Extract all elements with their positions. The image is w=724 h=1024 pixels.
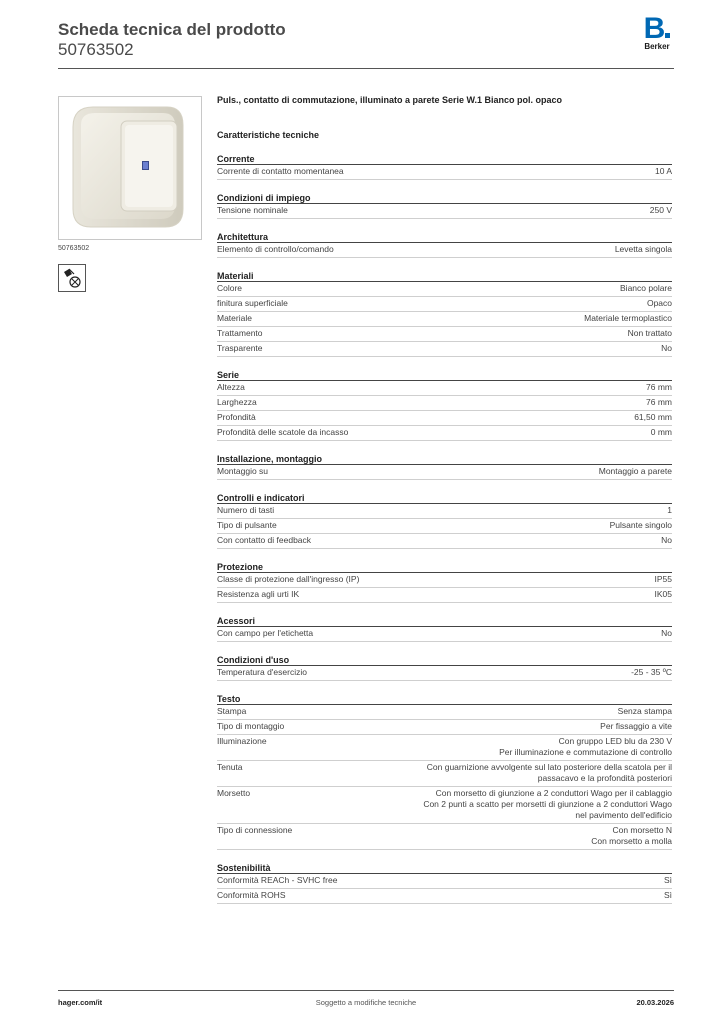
spec-value [254, 283, 672, 294]
spec-value [319, 667, 672, 678]
spec-section [217, 454, 672, 480]
spec-section [217, 370, 672, 441]
spec-value-line: passacavo e la profondità posteriori [537, 773, 672, 783]
section-title: Acessori [217, 616, 672, 627]
spec-value-line: Opaco [646, 298, 672, 308]
spec-row [217, 889, 672, 904]
section-title: Controlli e indicatori [217, 493, 672, 504]
spec-row [217, 787, 672, 824]
spec-label: Trasparente [217, 343, 263, 353]
spec-section [217, 616, 672, 642]
spec-value-line: Pulsante singolo [609, 520, 672, 530]
spec-value [349, 875, 672, 886]
document-header [58, 20, 286, 60]
spec-row [217, 874, 672, 889]
spec-section [217, 154, 672, 180]
spec-label: finitura superficiale [217, 298, 288, 308]
spec-label: Numero di tasti [217, 505, 275, 515]
section-title: Protezione [217, 562, 672, 573]
spec-value-line: Con morsetto a molla [591, 836, 672, 846]
spec-value-line: 250 V [649, 205, 672, 215]
spec-value-line: Con 2 punti a scatto per morsetti di giunzione a 2 conduttori Wago [423, 799, 672, 809]
spec-row [217, 297, 672, 312]
spec-value [298, 890, 673, 901]
spec-value [286, 505, 672, 516]
footer-divider [58, 990, 674, 991]
technical-features-heading: Caratteristiche tecniche [217, 130, 320, 140]
berker-logo [639, 12, 675, 51]
spec-row [217, 573, 672, 588]
spec-value-line: Con morsetto N [612, 825, 672, 835]
spec-label: Profondità delle scatole da incasso [217, 427, 349, 437]
spec-value [279, 736, 672, 758]
spec-label: Con contatto di feedback [217, 535, 312, 545]
spec-row [217, 720, 672, 735]
spec-value-line: 61,50 mm [634, 412, 672, 422]
spec-value-line: Levetta singola [614, 244, 672, 254]
spec-value-line: No [661, 343, 672, 353]
logo-mark: B [639, 16, 675, 42]
spec-row [217, 666, 672, 681]
page-footer [58, 998, 674, 1010]
spec-row [217, 411, 672, 426]
spec-row [217, 824, 672, 850]
spec-value-line: IP55 [654, 574, 672, 584]
spec-label: Elemento di controllo/comando [217, 244, 334, 254]
spec-row [217, 705, 672, 720]
spec-section [217, 193, 672, 219]
spec-value [269, 397, 672, 408]
spec-value-line: Non trattato [627, 328, 672, 338]
spec-value-line: Con morsetto di giunzione a 2 conduttori Wago per il cablaggio [435, 788, 672, 798]
spec-label: Tenuta [217, 762, 243, 772]
footer-date: 20.03.2026 [636, 998, 674, 1007]
spec-label: Altezza [217, 382, 245, 392]
spec-value-line: No [661, 628, 672, 638]
spec-label: Colore [217, 283, 243, 293]
spec-value [300, 205, 672, 216]
spec-row [217, 735, 672, 761]
spec-label: Classe di protezione dall'ingresso (IP) [217, 574, 360, 584]
spec-row [217, 204, 672, 219]
switch-illustration [59, 97, 201, 239]
spec-row [217, 381, 672, 396]
installation-symbol-icon [58, 264, 86, 292]
spec-value-line: Per fissaggio a vite [600, 721, 672, 731]
spec-value-line: 0 mm [650, 427, 672, 437]
spec-value [255, 762, 672, 784]
section-title: Testo [217, 694, 672, 705]
spec-value-line: Materiale termoplastico [584, 313, 672, 323]
spec-row [217, 396, 672, 411]
section-title: Installazione, montaggio [217, 454, 672, 465]
spec-row [217, 761, 672, 787]
spec-row [217, 465, 672, 480]
section-title: Sostenibilità [217, 863, 672, 874]
spec-value [262, 788, 672, 821]
spec-label: Temperatura d'esercizio [217, 667, 307, 677]
spec-label: Tipo di pulsante [217, 520, 277, 530]
spec-value [258, 706, 672, 717]
spec-value-line: 10 A [654, 166, 672, 176]
product-description: Puls., contatto di commutazione, illuminato a parete Serie W.1 Bianco pol. opaco [217, 95, 563, 105]
spec-label: Morsetto [217, 788, 251, 798]
spec-value [323, 535, 672, 546]
spec-label: Conformità REACh - SVHC free [217, 875, 338, 885]
spec-row [217, 534, 672, 549]
spec-value-line: IK05 [654, 589, 672, 599]
spec-value-line: Senza stampa [617, 706, 672, 716]
section-title: Materiali [217, 271, 672, 282]
spec-value-line: Montaggio a parete [598, 466, 672, 476]
spec-value [311, 589, 672, 600]
document-title: Scheda tecnica del prodotto [58, 20, 286, 39]
specification-sections [217, 154, 672, 904]
spec-value [304, 825, 672, 847]
spec-label: Con campo per l'etichetta [217, 628, 314, 638]
spec-value [300, 298, 672, 309]
specification-content [217, 94, 672, 904]
spec-section [217, 863, 672, 904]
image-caption: 50763502 [58, 245, 90, 252]
spec-label: Tipo di connessione [217, 825, 293, 835]
spec-value [296, 721, 672, 732]
spec-row [217, 282, 672, 297]
spec-label: Stampa [217, 706, 247, 716]
spec-value [325, 628, 672, 639]
spec-label: Profondità [217, 412, 256, 422]
spec-value [360, 427, 672, 438]
spec-value [371, 574, 672, 585]
spec-value-line: 76 mm [646, 397, 672, 407]
section-title: Corrente [217, 154, 672, 165]
spec-section [217, 271, 672, 357]
spec-section [217, 493, 672, 549]
product-image [58, 96, 202, 240]
section-title: Condizioni d'uso [217, 655, 672, 666]
logo-text: Berker [644, 42, 670, 51]
spec-section [217, 655, 672, 681]
spec-row [217, 312, 672, 327]
spec-value [257, 382, 672, 393]
spec-value-line: Sì [663, 875, 672, 885]
spec-label: Resistenza agli urti IK [217, 589, 300, 599]
spec-label: Larghezza [217, 397, 257, 407]
section-title: Condizioni di impiego [217, 193, 672, 204]
spec-label: Illuminazione [217, 736, 267, 746]
section-title: Architettura [217, 232, 672, 243]
footer-website: hager.com/it [58, 998, 103, 1007]
spec-value [275, 343, 672, 354]
section-title: Serie [217, 370, 672, 381]
spec-value-line: Sì [663, 890, 672, 900]
spec-value [280, 466, 672, 477]
spec-value-line: Bianco polare [620, 283, 672, 293]
spec-value [356, 166, 672, 177]
spec-row [217, 627, 672, 642]
spec-row [217, 519, 672, 534]
spec-row [217, 504, 672, 519]
spec-label: Montaggio su [217, 466, 269, 476]
spec-label: Tipo di montaggio [217, 721, 285, 731]
spec-row [217, 426, 672, 441]
spec-label: Corrente di contatto momentanea [217, 166, 344, 176]
spec-value [289, 520, 672, 531]
spec-section [217, 694, 672, 850]
spec-value-line: nel pavimento dell'edificio [575, 810, 672, 820]
spec-value-line: Con guarnizione avvolgente sul lato posteriore della scatola per il [426, 762, 672, 772]
spec-value [275, 328, 672, 339]
header-divider [58, 68, 674, 69]
spec-value-line: -25 - 35 ºC [631, 667, 672, 677]
spec-value-line: 1 [667, 505, 672, 515]
spec-row [217, 243, 672, 258]
spec-value-line: 76 mm [646, 382, 672, 392]
spec-section [217, 232, 672, 258]
footer-disclaimer: Soggetto a modifiche tecniche [315, 998, 417, 1007]
spec-value-line: Con gruppo LED blu da 230 V [558, 736, 672, 746]
spec-section [217, 562, 672, 603]
spec-label: Materiale [217, 313, 252, 323]
spec-label: Tensione nominale [217, 205, 288, 215]
spec-row [217, 327, 672, 342]
spec-row [217, 342, 672, 357]
spec-row [217, 588, 672, 603]
spec-row [217, 165, 672, 180]
product-code: 50763502 [58, 40, 134, 59]
spec-value-line: Per illuminazione e commutazione di controllo [499, 747, 672, 757]
spec-label: Trattamento [217, 328, 263, 338]
spec-value [268, 412, 672, 423]
spec-value [264, 313, 672, 324]
spec-value [346, 244, 672, 255]
spec-value-line: No [661, 535, 672, 545]
spec-label: Conformità ROHS [217, 890, 286, 900]
